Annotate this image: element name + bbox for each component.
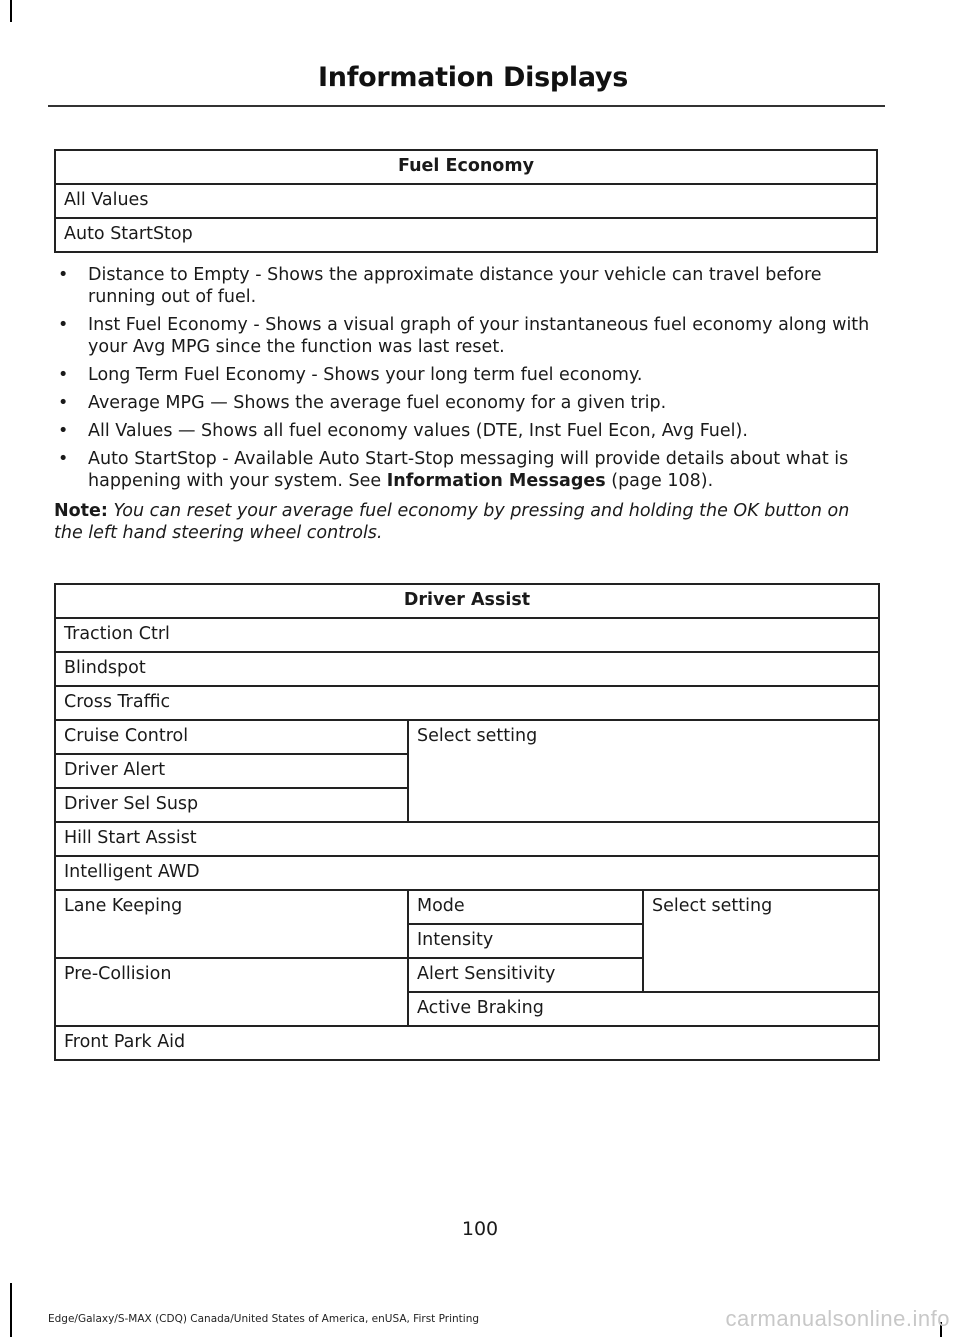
fuel-economy-bullet-list bbox=[54, 264, 882, 498]
list-item-text: Inst Fuel Economy - Shows a visual graph of your instantaneous fuel economy along with your Avg MPG since the function was last reset. bbox=[88, 315, 870, 357]
table-cell: Driver Alert bbox=[55, 754, 408, 788]
crop-mark-bottom-left bbox=[10, 1283, 12, 1337]
table-row: Auto StartStop bbox=[55, 218, 877, 252]
list-item-text: All Values — Shows all fuel economy values (DTE, Inst Fuel Econ, Avg Fuel). bbox=[88, 421, 748, 441]
bullet-marker: • bbox=[58, 315, 69, 335]
bullet-marker: • bbox=[58, 393, 69, 413]
bullet-marker: • bbox=[58, 449, 69, 469]
driver-assist-table bbox=[54, 583, 880, 1061]
page-number: 100 bbox=[461, 1218, 499, 1240]
note-text: You can reset your average fuel economy by pressing and holding the OK button on the left hand steering wheel controls. bbox=[54, 501, 850, 543]
list-item bbox=[54, 314, 882, 358]
bullet-marker: • bbox=[58, 421, 69, 441]
table-cell: Active Braking bbox=[408, 992, 879, 1026]
table-cell: Driver Sel Susp bbox=[55, 788, 408, 822]
list-item-text: Average MPG — Shows the average fuel economy for a given trip. bbox=[88, 393, 667, 413]
cross-reference-link[interactable]: Information Messages bbox=[386, 471, 606, 491]
table-cell: Blindspot bbox=[55, 652, 879, 686]
page-reference: (page 108). bbox=[605, 471, 714, 491]
table-cell: Pre-Collision bbox=[55, 958, 408, 1026]
table-cell: Select setting bbox=[408, 720, 879, 822]
table-cell: Traction Ctrl bbox=[55, 618, 879, 652]
list-item bbox=[54, 392, 882, 414]
fuel-economy-table bbox=[54, 149, 878, 253]
fuel-economy-heading: Fuel Economy bbox=[55, 150, 877, 184]
note-label: Note: bbox=[54, 501, 108, 521]
table-cell: Cruise Control bbox=[55, 720, 408, 754]
list-item bbox=[54, 264, 882, 308]
table-cell: Hill Start Assist bbox=[55, 822, 879, 856]
watermark: carmanualsonline.info bbox=[725, 1306, 950, 1331]
crop-mark-top-left bbox=[10, 0, 12, 22]
list-item-text: Distance to Empty - Shows the approximate distance your vehicle can travel before running out of fuel. bbox=[88, 265, 822, 307]
table-cell: Front Park Aid bbox=[55, 1026, 879, 1060]
driver-assist-heading: Driver Assist bbox=[55, 584, 879, 618]
list-item bbox=[54, 448, 882, 492]
bullet-marker: • bbox=[58, 265, 69, 285]
list-item bbox=[54, 420, 882, 442]
table-cell: Mode bbox=[408, 890, 643, 924]
note-paragraph bbox=[54, 500, 882, 544]
table-cell: Lane Keeping bbox=[55, 890, 408, 958]
table-row: All Values bbox=[55, 184, 877, 218]
table-cell: Cross Traffic bbox=[55, 686, 879, 720]
table-cell: Intensity bbox=[408, 924, 643, 958]
page-title: Information Displays bbox=[318, 62, 628, 93]
table-cell: Alert Sensitivity bbox=[408, 958, 643, 992]
list-item-text: Long Term Fuel Economy - Shows your long term fuel economy. bbox=[88, 365, 643, 385]
table-cell: Intelligent AWD bbox=[55, 856, 879, 890]
header-divider bbox=[48, 105, 885, 107]
list-item bbox=[54, 364, 882, 386]
table-cell: Select setting bbox=[643, 890, 879, 992]
footer-text: Edge/Galaxy/S-MAX (CDQ) Canada/United States of America, enUSA, First Printing bbox=[48, 1313, 480, 1325]
bullet-marker: • bbox=[58, 365, 69, 385]
list-item-text: Auto StartStop - Available Auto Start-Stop messaging will provide details about what is happening with your system. See bbox=[88, 449, 849, 491]
